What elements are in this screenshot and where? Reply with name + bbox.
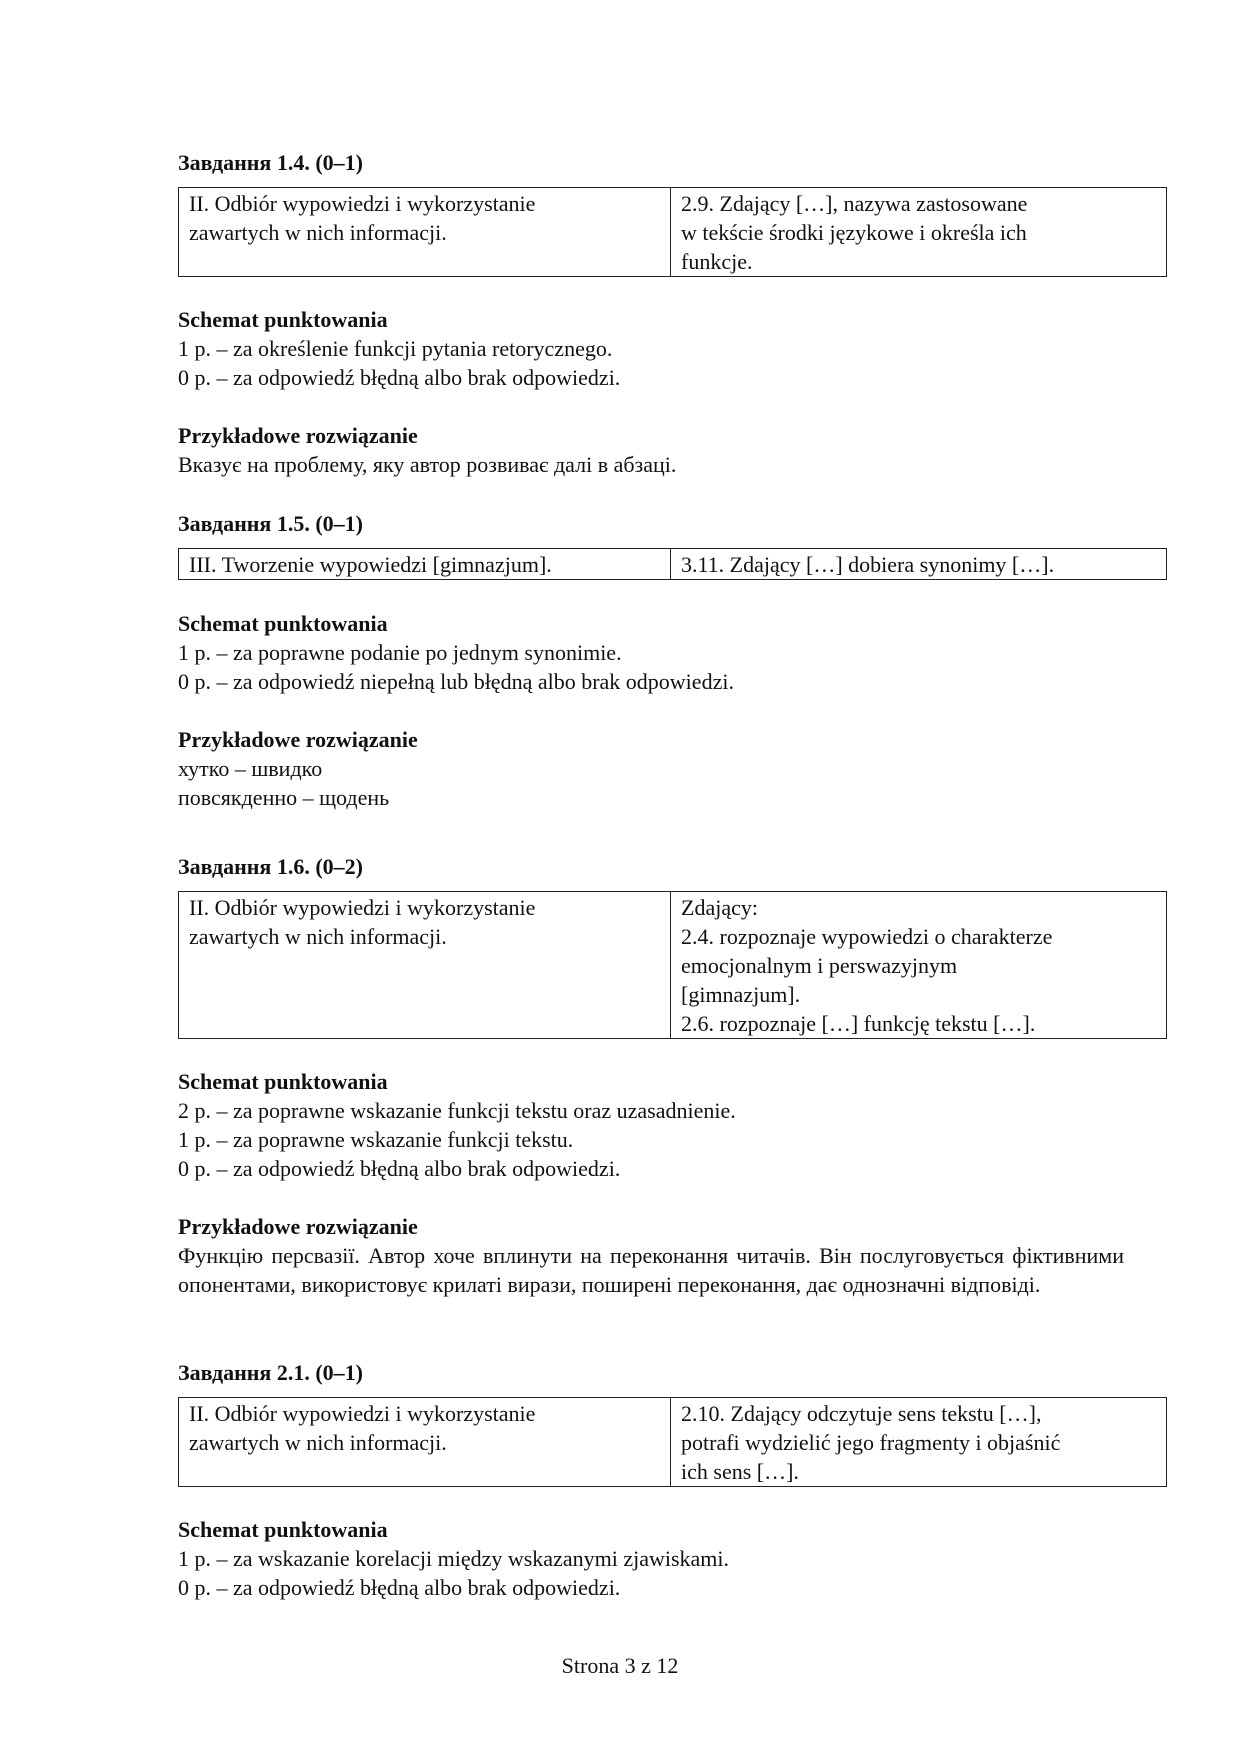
- requirement-line: II. Odbiór wypowiedzi i wykorzystanie: [189, 191, 536, 216]
- scoring-line: 0 p. – za odpowiedź błędną albo brak odpowiedzi.: [178, 1156, 621, 1181]
- requirement-line: zawartych w nich informacji.: [189, 1430, 447, 1455]
- requirement-detailed: [671, 1398, 1167, 1487]
- scoring-line: 0 p. – za odpowiedź błędną albo brak odpowiedzi.: [178, 365, 621, 390]
- example-line: повсякденно – щодень: [178, 785, 390, 810]
- scoring-line: 1 p. – za wskazanie korelacji między wskazanymi zjawiskami.: [178, 1546, 730, 1571]
- requirement-detailed: [671, 549, 1167, 580]
- example-title: Przykładowe rozwiązanie: [178, 727, 418, 752]
- task-title: Завдання 1.4. (0–1): [178, 150, 363, 175]
- example-title: Przykładowe rozwiązanie: [178, 1214, 418, 1239]
- requirements-table: [178, 1397, 1167, 1487]
- scoring-line: 1 p. – za określenie funkcji pytania retorycznego.: [178, 336, 613, 361]
- requirements-table: [178, 891, 1167, 1039]
- requirements-table: [178, 548, 1167, 580]
- requirement-general: [179, 892, 671, 1039]
- scoring-title: Schemat punktowania: [178, 1517, 388, 1542]
- task-1-5: [178, 509, 1124, 812]
- requirement-line: zawartych w nich informacji.: [189, 924, 447, 949]
- scoring-line: 2 p. – za poprawne wskazanie funkcji tekstu oraz uzasadnienie.: [178, 1098, 736, 1123]
- requirement-line: III. Tworzenie wypowiedzi [gimnazjum].: [189, 552, 552, 577]
- requirement-line: ich sens […].: [681, 1459, 799, 1484]
- example-line: Вказує на проблему, яку автор розвиває далі в абзаці.: [178, 452, 677, 477]
- requirement-general: [179, 549, 671, 580]
- task-1-4: [178, 148, 1124, 479]
- requirement-line: potrafi wydzielić jego fragmenty i objaśnić: [681, 1430, 1061, 1455]
- requirement-line: 2.9. Zdający […], nazywa zastosowane: [681, 191, 1028, 216]
- requirement-line: 3.11. Zdający […] dobiera synonimy […].: [681, 552, 1055, 577]
- requirement-line: II. Odbiór wypowiedzi i wykorzystanie: [189, 895, 536, 920]
- requirement-line: Zdający:: [681, 895, 758, 920]
- scoring-line: 0 p. – za odpowiedź błędną albo brak odpowiedzi.: [178, 1575, 621, 1600]
- scoring-line: 1 p. – za poprawne wskazanie funkcji tekstu.: [178, 1127, 574, 1152]
- requirements-table: [178, 187, 1167, 277]
- scoring-line: 1 p. – za poprawne podanie po jednym synonimie.: [178, 640, 622, 665]
- scoring-title: Schemat punktowania: [178, 1069, 388, 1094]
- task-title: Завдання 1.5. (0–1): [178, 511, 363, 536]
- task-2-1: [178, 1358, 1124, 1602]
- requirement-line: w tekście środki językowe i określa ich: [681, 220, 1027, 245]
- scoring-title: Schemat punktowania: [178, 307, 388, 332]
- task-title: Завдання 1.6. (0–2): [178, 854, 363, 879]
- scoring-line: 0 p. – za odpowiedź niepełną lub błędną albo brak odpowiedzi.: [178, 669, 734, 694]
- example-paragraph: Функцію персвазії. Автор хоче вплинути на переконання читачів. Він послуговується фіктивними опонентами, використовує крилаті вирази, поширені переконання, дає однозначні відповіді.: [178, 1243, 1124, 1297]
- requirement-line: II. Odbiór wypowiedzi i wykorzystanie: [189, 1401, 536, 1426]
- requirement-line: emocjonalnym i perswazyjnym: [681, 953, 958, 978]
- example-title: Przykładowe rozwiązanie: [178, 423, 418, 448]
- scoring-title: Schemat punktowania: [178, 611, 388, 636]
- requirement-general: [179, 188, 671, 277]
- requirement-detailed: [671, 188, 1167, 277]
- requirement-general: [179, 1398, 671, 1487]
- task-title: Завдання 2.1. (0–1): [178, 1360, 363, 1385]
- requirement-detailed: [671, 892, 1167, 1039]
- requirement-line: 2.10. Zdający odczytuje sens tekstu […],: [681, 1401, 1042, 1426]
- page-footer: Strona 3 z 12: [561, 1653, 679, 1678]
- requirement-line: 2.6. rozpoznaje […] funkcję tekstu […].: [681, 1011, 1036, 1036]
- requirement-line: [gimnazjum].: [681, 982, 801, 1007]
- requirement-line: funkcje.: [681, 249, 753, 274]
- task-1-6: [178, 852, 1124, 1299]
- requirement-line: 2.4. rozpoznaje wypowiedzi o charakterze: [681, 924, 1053, 949]
- example-line: хутко – швидко: [178, 756, 323, 781]
- requirement-line: zawartych w nich informacji.: [189, 220, 447, 245]
